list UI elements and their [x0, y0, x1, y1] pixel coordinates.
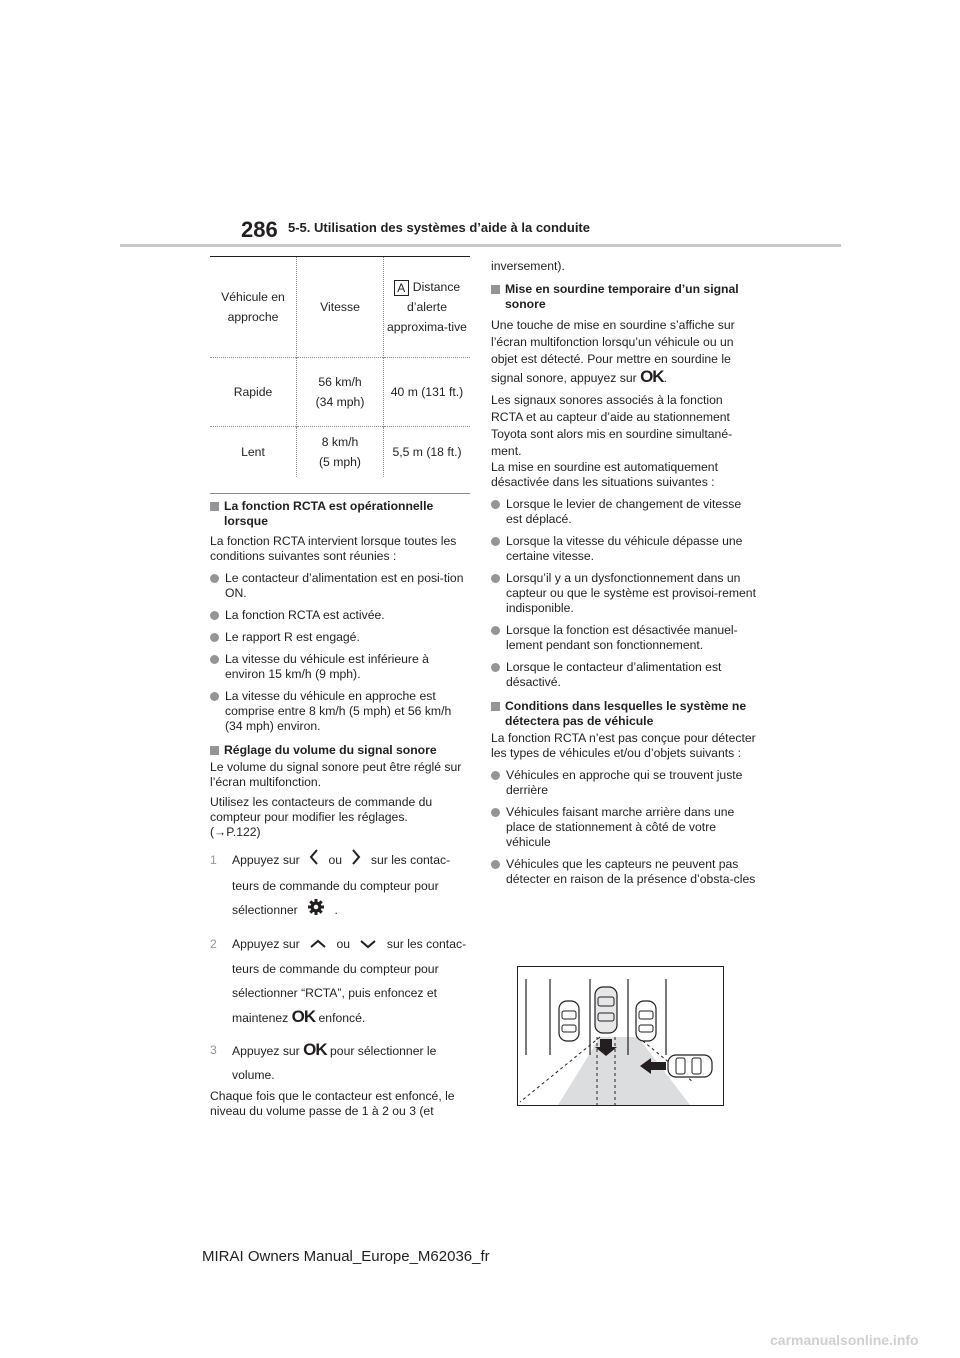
label-a-box: A — [394, 280, 409, 296]
bullet-dot-icon — [210, 692, 219, 701]
bullet-dot-icon — [210, 611, 219, 620]
step-number: 3 — [210, 1042, 217, 1057]
list-item-text: La vitesse du véhicule en approche est comprise entre 8 km/h (5 mph) et 56 km/h (34 mph) environ. — [225, 689, 452, 733]
ok-button-icon: OK — [640, 367, 664, 386]
bullet-dot-icon — [210, 633, 219, 642]
watermark: carmanualsonline.info — [770, 1332, 919, 1348]
bullet-dot-icon — [491, 808, 500, 817]
chevron-down-icon — [359, 933, 377, 957]
paragraph: La fonction RCTA n’est pas conçue pour détecter les types de véhicules et/ou d’objets suivants : — [491, 731, 756, 760]
step-text: Appuyez sur — [232, 1043, 300, 1058]
heading-text: Conditions dans lesquelles le système ne détectera pas de véhicule — [505, 699, 747, 728]
parking-diagram-illustration — [518, 967, 723, 1105]
own-vehicle — [595, 987, 617, 1033]
heading-text: Mise en sourdine temporaire d’un signal sonore — [505, 282, 739, 311]
bullet-dot-icon — [491, 626, 500, 635]
ok-button-icon: OK — [291, 1006, 316, 1026]
speed-kmh: 56 km/h — [318, 375, 362, 389]
list-item — [491, 571, 756, 616]
list-item — [491, 660, 756, 690]
list-item-text: La vitesse du véhicule est inférieure à environ 15 km/h (9 mph). — [225, 652, 429, 681]
list-item-text: Lorsque la fonction est désactivée manuel-lement pendant son fonctionnement. — [506, 623, 738, 652]
paragraph: inversement). — [491, 259, 565, 273]
square-bullet-icon — [210, 746, 219, 755]
chevron-left-icon — [309, 848, 319, 874]
speed-kmh: 8 km/h — [321, 435, 359, 449]
page-number: 286 — [241, 217, 278, 242]
step-number: 2 — [210, 937, 217, 951]
step-text: ou — [336, 937, 351, 951]
table-header-distance — [384, 257, 471, 358]
heading-text: La fonction RCTA est opérationnelle lorsque — [224, 499, 434, 528]
list-item — [491, 768, 756, 798]
table-header-vehicle: Véhicule en approche — [210, 257, 297, 358]
step-3 — [210, 1038, 470, 1087]
heading-temporary-mute — [491, 282, 756, 312]
list-item — [210, 571, 470, 601]
paragraph-text: Utilisez les contacteurs de commande du compteur pour modifier les réglages. — [210, 795, 433, 824]
heading-no-detection — [491, 699, 756, 729]
paragraph: La mise en sourdine est automatiquement désactivée dans les situations suivantes : — [491, 460, 718, 489]
step-text: enfoncé. — [318, 1010, 366, 1025]
list-item — [491, 805, 756, 850]
bullet-dot-icon — [491, 537, 500, 546]
list-item-text: La fonction RCTA est activée. — [225, 608, 385, 622]
list-item — [210, 630, 470, 645]
list-item-text: Le contacteur d’alimentation est en posi-tion ON. — [225, 571, 464, 600]
ok-button-icon: OK — [303, 1039, 327, 1059]
list-item-text: Lorsque la vitesse du véhicule dépasse une certaine vitesse. — [506, 534, 743, 563]
right-column — [491, 256, 756, 887]
table-header-speed: Vitesse — [297, 257, 384, 358]
step-text: Appuyez sur — [232, 937, 300, 951]
bullet-dot-icon — [491, 500, 500, 509]
step-text: sur les contac-teurs de commande du compteur pour sélectionner “RCTA”, puis enfoncez et maintenez — [232, 937, 467, 1025]
gear-icon — [307, 898, 325, 924]
header-rule — [120, 244, 841, 247]
parked-car-left — [559, 1001, 579, 1041]
list-item-text: Véhicules en approche qui se trouvent juste derrière — [506, 768, 743, 797]
list-item — [491, 623, 756, 653]
left-column — [210, 256, 470, 1119]
parked-car-right — [636, 1001, 656, 1041]
list-item-text: Le rapport R est engagé. — [225, 630, 360, 644]
table-bottom-rule — [210, 493, 470, 494]
row-speed — [297, 427, 384, 478]
table-row — [210, 427, 470, 478]
square-bullet-icon — [491, 285, 500, 294]
list-item — [210, 608, 470, 623]
row-distance: 40 m (131 ft.) — [384, 358, 471, 427]
list-item — [491, 857, 756, 887]
step-2 — [210, 932, 470, 1030]
page-reference: (→P.122) — [210, 825, 261, 839]
step-text: Appuyez sur — [232, 853, 300, 868]
chevron-up-icon — [309, 933, 327, 957]
paragraph — [210, 795, 470, 840]
paragraph-text: . — [663, 371, 667, 385]
approaching-car — [668, 1055, 712, 1077]
paragraph: La fonction RCTA intervient lorsque toutes les conditions suivantes sont réunies : — [210, 534, 457, 563]
bullet-dot-icon — [210, 574, 219, 583]
paragraph: Le volume du signal sonore peut être réglé sur l’écran multifonction. — [210, 760, 462, 789]
table-row — [210, 358, 470, 427]
section-title: 5-5. Utilisation des systèmes d’aide à la conduite — [288, 220, 590, 235]
step-number: 1 — [210, 853, 217, 867]
speed-mph: (34 mph) — [315, 395, 365, 409]
paragraph — [491, 317, 756, 387]
speed-mph: (5 mph) — [319, 455, 361, 469]
step-text: sur les contac-teurs de commande du compteur pour sélectionner — [232, 853, 451, 918]
step-1 — [210, 848, 470, 924]
parking-diagram — [517, 966, 724, 1106]
paragraph: Chaque fois que le contacteur est enfoncé, le niveau du volume passe de 1 à 2 ou 3 (et — [210, 1088, 455, 1118]
row-speed — [297, 358, 384, 427]
row-label: Rapide — [210, 358, 297, 427]
step-text: ou — [328, 853, 343, 868]
list-item — [210, 652, 470, 682]
heading-rcta-operational — [210, 499, 470, 529]
bullet-dot-icon — [491, 663, 500, 672]
list-item-text: Véhicules que les capteurs ne peuvent pas détecter en raison de la présence d’obsta-cles — [506, 857, 756, 886]
row-label: Lent — [210, 427, 297, 478]
square-bullet-icon — [210, 502, 219, 511]
step-text: . — [334, 903, 338, 918]
table-header-distance-text: Distance d’alerte approxima-tive — [387, 280, 467, 334]
list-item — [210, 689, 470, 734]
bullet-dot-icon — [491, 574, 500, 583]
list-item-text: Véhicules faisant marche arrière dans une place de stationnement à côté de votre véhicule — [506, 805, 735, 849]
bullet-dot-icon — [491, 860, 500, 869]
list-item-text: Lorsque le contacteur d’alimentation est désactivé. — [506, 660, 722, 689]
list-item — [491, 534, 756, 564]
list-item-text: Lorsque le levier de changement de vitesse est déplacé. — [506, 497, 742, 526]
footer: MIRAI Owners Manual_Europe_M62036_fr — [202, 1248, 490, 1265]
row-distance: 5,5 m (18 ft.) — [384, 427, 471, 478]
chevron-right-icon — [351, 848, 361, 874]
list-item-text: Lorsqu’il y a un dysfonctionnement dans un capteur ou que le système est provisoi-rement indisponible. — [506, 571, 756, 615]
heading-text: Réglage du volume du signal sonore — [224, 743, 437, 757]
heading-volume — [210, 743, 470, 758]
list-item — [491, 497, 756, 527]
step-text: pour sélectionner le volume. — [232, 1043, 437, 1082]
bullet-dot-icon — [210, 655, 219, 664]
square-bullet-icon — [491, 702, 500, 711]
paragraph: Les signaux sonores associés à la fonction RCTA et au capteur d’aide au stationnement Toyota sont alors mis en sourdine simultané-ment. — [491, 393, 733, 458]
alert-distance-table — [210, 256, 470, 477]
paragraph-text: Une touche de mise en sourdine s’affiche sur l’écran multifonction lorsqu’un véhicule ou un objet est détecté. Pour mettre en sourdine le signal sonore, appuyez sur — [491, 318, 735, 385]
bullet-dot-icon — [491, 771, 500, 780]
